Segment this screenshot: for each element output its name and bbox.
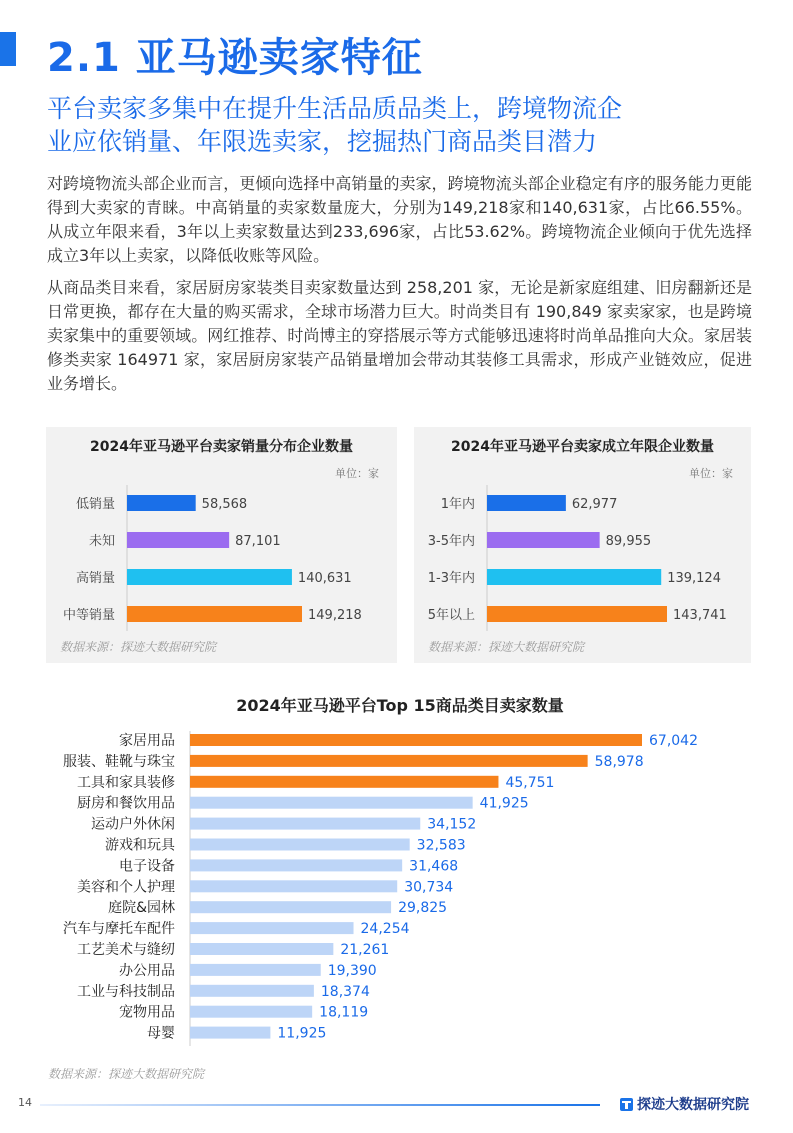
value-label: 89,955 [605,534,652,549]
category-label: 母婴 [147,1025,175,1042]
category-label: 运动户外休闲 [91,816,175,833]
value-label: 58,978 [594,753,644,770]
value-label: 45,751 [505,774,555,791]
bar [190,880,397,892]
page-title: 2.1 亚马逊卖家特征 [47,35,423,81]
chart-title: 2024年亚马逊平台Top 15商品类目卖家数量 [236,696,564,715]
category-label: 服装、鞋靴与珠宝 [63,753,175,770]
value-label: 143,741 [673,608,727,623]
category-label: 汽车与摩托车配件 [63,921,175,938]
bar [190,839,410,851]
bar [190,776,498,788]
value-label: 62,977 [571,497,618,512]
category-label: 游戏和玩具 [105,837,175,854]
subtitle-line-1: 平台卖家多集中在提升生活品质品类上，跨境物流企 [47,94,623,123]
category-label: 庭院&园林 [108,900,175,917]
value-label: 29,825 [398,900,448,917]
bar [190,964,321,976]
category-label: 未知 [88,534,115,549]
value-label: 11,925 [277,1025,327,1042]
category-label: 宠物用品 [119,1004,175,1021]
value-label: 41,925 [479,795,529,812]
age-chart-svg [414,427,751,663]
bar [190,859,402,871]
chart-source: 数据来源：探迹大数据研究院 [48,1067,205,1081]
category-label: 厨房和餐饮用品 [77,795,175,812]
page-number: 14 [18,1096,32,1109]
page-subtitle [47,92,767,158]
bar [127,606,302,622]
paragraph-logistics: 对跨境物流头部企业而言，更倾向选择中高销量的卖家，跨境物流头部企业稳定有序的服务能力更能得到大卖家的青睐。中高销量的卖家数量庞大，分别为149,218家和140,631家，占比66.55%。从成立年限来看，3年以上卖家数量达到233,696家，占比53.62%。跨境物流企业倾向于优先选择成立3年以上卖家，以降低收账等风险。 [47,174,752,265]
category-label: 家居用品 [119,733,175,749]
value-label: 32,583 [416,837,466,854]
category-label: 美容和个人护理 [77,879,175,896]
chart-unit: 单位：家 [335,467,379,480]
sales-distribution-chart [46,427,397,663]
category-label: 工具和家具装修 [77,774,175,791]
category-label: 5年以上 [427,608,475,623]
top15-category-chart [40,683,755,1083]
bar [487,495,566,511]
sales-chart-svg [46,427,397,663]
chart-title: 2024年亚马逊平台卖家销量分布企业数量 [90,439,353,455]
bar [190,755,588,767]
brand-logo-icon [620,1098,633,1111]
value-label: 67,042 [649,733,698,749]
bar [190,985,314,997]
chart-source: 数据来源：探迹大数据研究院 [428,640,585,654]
value-label: 30,734 [404,879,454,896]
category-label: 电子设备 [119,858,175,875]
category-label: 中等销量 [62,608,115,623]
bar [487,569,661,585]
category-label: 1年内 [440,497,475,512]
paragraph-categories: 从商品类目来看，家居厨房家装类目卖家数量达到 258,201 家，无论是新家庭组建、旧房翻新还是日常更换，都存在大量的购买需求，全球市场潜力巨大。时尚类目有 190,849 家卖家家，也是跨境卖家集中的重要领域。网红推荐、时尚博主的穿搭展示等方式能够迅速将时尚单品推向大众。家居装修类卖家 164971 家，家居厨房家装产品销量增加会带动其装修工具需求，形成产业链效应，促进业务增长。 [47,278,752,393]
bar [190,797,473,809]
seller-age-chart [414,427,751,663]
chart-source: 数据来源：探迹大数据研究院 [60,640,217,654]
category-label: 1-3年内 [427,571,475,586]
bar [127,532,229,548]
value-label: 87,101 [235,534,281,549]
bar [127,495,196,511]
subtitle-line-2: 业应依销量、年限选卖家，挖掘热门商品类目潜力 [47,127,598,156]
category-label: 工艺美术与缝纫 [77,942,175,958]
footer-brand [620,1094,749,1114]
value-label: 149,218 [308,608,362,623]
bar [127,569,292,585]
value-label: 21,261 [340,942,390,958]
bar [190,734,642,746]
category-label: 工业与科技制品 [77,983,175,1000]
bar [190,943,333,955]
value-label: 58,568 [201,497,248,512]
category-label: 高销量 [75,571,115,586]
value-label: 18,119 [319,1004,369,1021]
value-label: 139,124 [667,571,721,586]
category-label: 办公用品 [119,962,175,979]
bar [190,922,354,934]
value-label: 19,390 [327,962,377,979]
value-label: 34,152 [427,816,477,833]
chart-title: 2024年亚马逊平台卖家成立年限企业数量 [451,439,714,455]
category-label: 低销量 [75,497,115,512]
bar [190,818,420,830]
bar [487,532,600,548]
value-label: 18,374 [320,983,370,1000]
category-label: 3-5年内 [427,534,475,549]
footer-brand-text: 探迹大数据研究院 [637,1097,749,1113]
bar [487,606,667,622]
bar [190,901,391,913]
bar [190,1027,270,1039]
value-label: 24,254 [360,921,410,938]
top15-chart-svg [40,683,755,1083]
bar [190,1006,312,1018]
value-label: 140,631 [297,571,352,586]
value-label: 31,468 [409,858,459,875]
chart-unit: 单位：家 [689,467,733,480]
footer-divider [40,1104,600,1106]
title-accent-bar [0,32,16,66]
